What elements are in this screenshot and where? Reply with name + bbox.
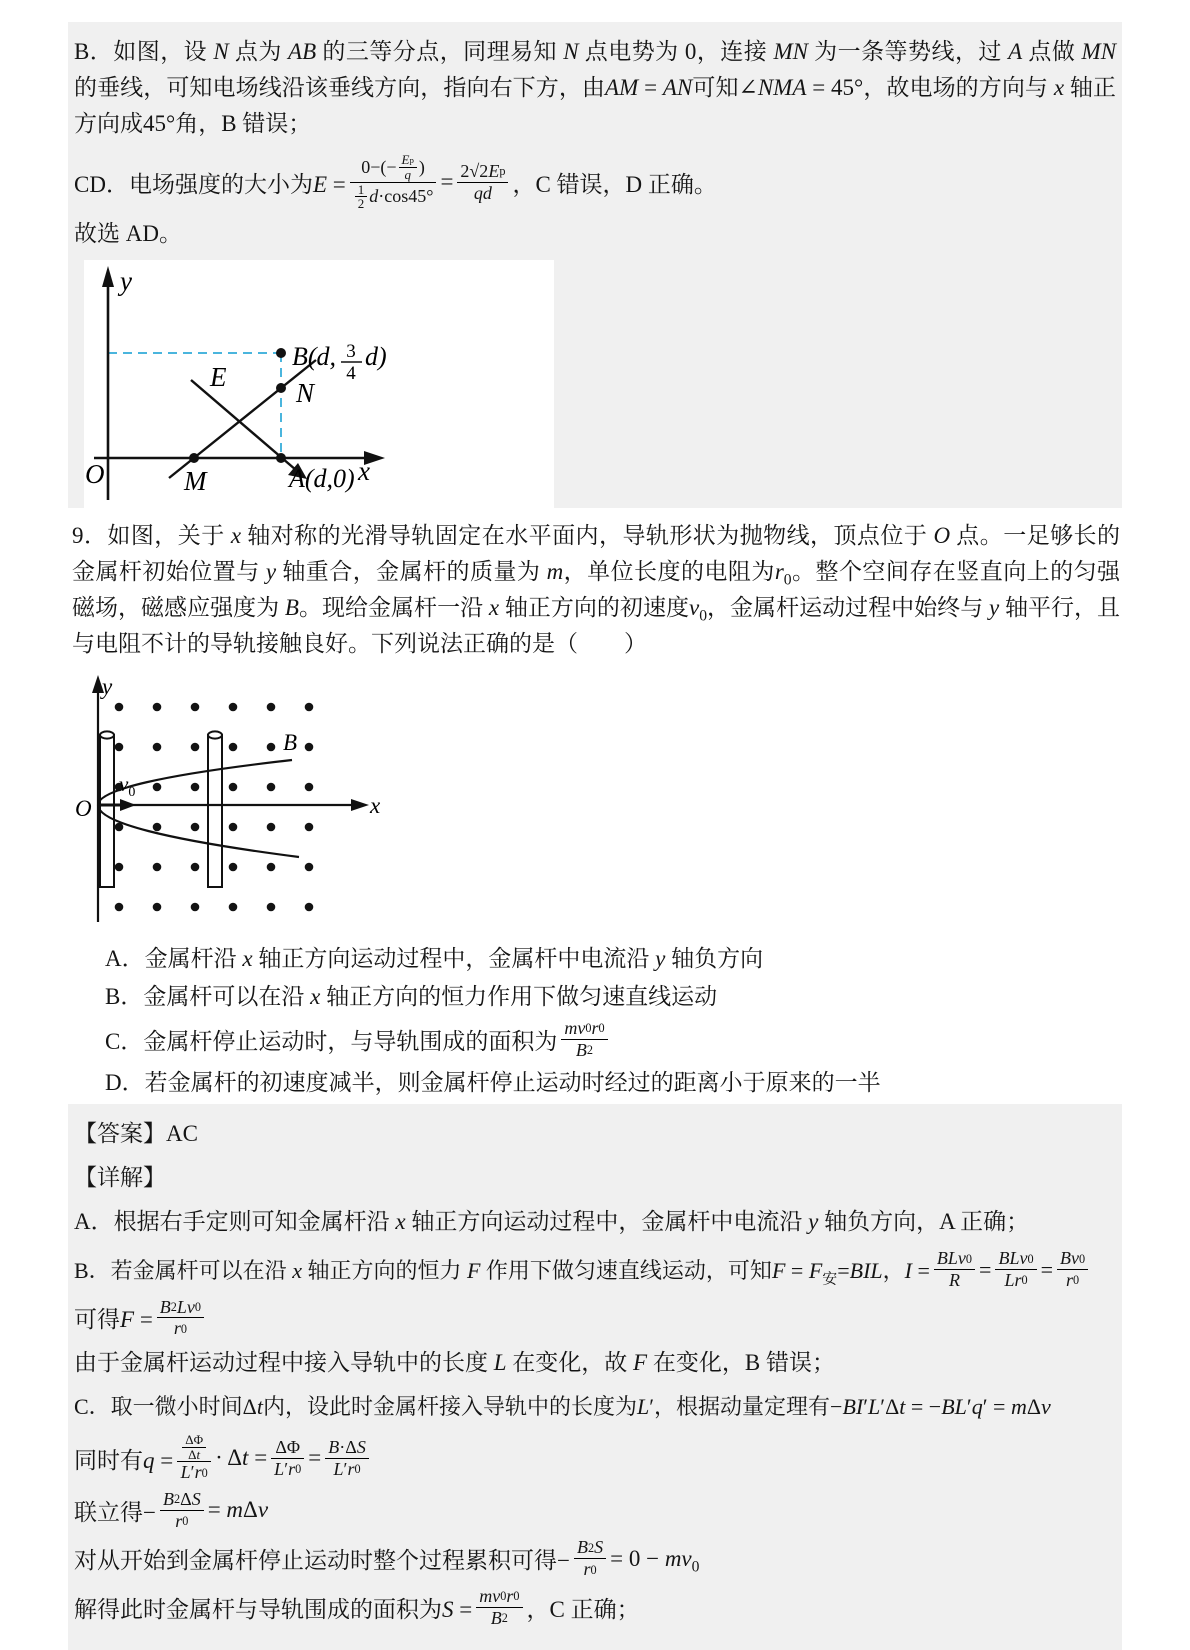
option-c: C．金属杆停止运动时，与导轨围成的面积为 mv 0 r 0 B 2 — [105, 1018, 1120, 1060]
x-axis-label: x — [370, 793, 381, 818]
point-m — [189, 453, 199, 463]
fraction-result: 2√2 E p qd — [457, 161, 508, 203]
detail-line-jiede: 解得此时金属杆与导轨围成的面积为S = mv 0 r 0 B 2 ，C 正确； — [74, 1585, 640, 1628]
x-axis-label: x — [358, 456, 370, 486]
y-axis-label: y — [102, 674, 113, 699]
fraction-ep-q: E p q — [399, 153, 417, 181]
answer-block-prev — [68, 22, 1122, 508]
coordinate-diagram-svg — [84, 260, 554, 508]
origin-label: O — [85, 459, 105, 489]
detail-line-c: C．取一微小时间Δt内，设此时金属杆接入导轨中的长度为L′，根据动量定理有−BI′L′Δt = −BL′q′ = mΔv — [74, 1394, 1051, 1420]
origin-label: O — [75, 796, 92, 821]
formula-piece: CD．电场强度的大小为E = — [74, 171, 346, 197]
detail-line-kede: 可得F = B 2 Lv 0 r 0 — [74, 1297, 1116, 1339]
detail-line-lianli: 联立得− B 2 Δ S r 0 = mΔv — [74, 1489, 269, 1531]
equals-sign: = — [440, 169, 454, 194]
formula-cd — [74, 150, 1116, 214]
question-9 — [0, 508, 1190, 1100]
fraction-field-strength: 0−(− E p q ) $\frac{1}{2}$ d·cos45° — [350, 153, 437, 211]
option-a: A．金属杆沿 x 轴正方向运动过程中，金属杆中电流沿 y 轴负方向 — [105, 946, 764, 971]
option-d: D．若金属杆的初速度减半，则金属杆停止运动时经过的距离小于原来的一半 — [105, 1070, 881, 1096]
b-label-frac-den: 4 — [346, 363, 356, 384]
fraction-one-half: $\frac{1}{2}$ — [355, 183, 368, 211]
figure-magnetic-field-diagram — [72, 670, 392, 930]
metal-rod-later — [208, 731, 222, 887]
point-m-label: M — [184, 466, 207, 496]
y-axis-arrow — [102, 266, 114, 287]
answer-block-9 — [68, 1104, 1122, 1650]
detail-line-tongshi: 同时有q = ΔΦ Δ t L ′ r 0 · Δt = ΔΦ L ′ r 0 = B ·Δ S L ′ r 0 — [74, 1433, 1116, 1483]
formula-piece: ，C 错误，D 正确。 — [512, 171, 717, 197]
svg-text:B(d,: B(d, — [292, 342, 337, 371]
fraction-flux-rate: ΔΦ Δ t — [182, 1433, 206, 1461]
velocity-label: $v_0$ — [119, 772, 136, 800]
detail-line-duicong: 对从开始到金属杆停止运动时整个过程累积可得− B 2 S r 0 = $0 - mv_0$ — [74, 1537, 700, 1580]
svg-text:d): d) — [365, 342, 387, 371]
option-b: B．金属杆可以在沿 x 轴正方向的恒力作用下做匀速直线运动 — [105, 984, 718, 1009]
figure-coordinate-diagram — [84, 260, 554, 508]
point-b — [276, 348, 286, 358]
fraction-area: mv 0 r 0 B 2 — [561, 1018, 607, 1060]
metal-rod-initial — [100, 731, 114, 887]
b-label-frac-num: 3 — [346, 341, 356, 362]
field-b-label: B — [283, 730, 298, 755]
fraction-charge-big: ΔΦ Δ t L ′ r 0 — [177, 1433, 211, 1483]
detail-line-a: A．根据右手定则可知金属杆沿 x 轴正方向运动过程中，金属杆中电流沿 y 轴负方向，A 正确； — [74, 1209, 1030, 1235]
x-axis-arrow — [351, 799, 369, 811]
detail-label: 【详解】 — [74, 1165, 166, 1191]
point-n — [276, 383, 286, 393]
detail-line-b: B．若金属杆可以在沿 x 轴正方向的恒力 F 作用下做匀速直线运动，可知$F = F_安=BIL$，I = BLv 0 R = BLv 0 Lr 0 = Bv 0 r 0 — [74, 1248, 1116, 1290]
y-axis-label: y — [120, 266, 132, 296]
point-n-label: N — [296, 378, 315, 408]
answer-line: 【答案】AC — [74, 1121, 198, 1147]
point-a — [276, 453, 286, 463]
explanation-line-b: B．如图，设 N 点为 AB 的三等分点，同理易知 N 点电势为 0，连接 MN 为一条等势线，过 A 点做 MN 的垂线，可知电场线沿该垂线方向，指向右下方，由AM = AN可知∠NMA = 45°，故电场的方向与 x 轴正方向成45°角，B 错误； — [74, 39, 1117, 136]
question-9-stem: 9．如图，关于 x 轴对称的光滑导轨固定在水平面内，导轨形状为抛物线，顶点位于 O 点。一足够长的金属杆初始位置与 y 轴重合，金属杆的质量为 m，单位长度的电阻为$r_0$。整个空间存在竖直向上的匀强磁场，磁感应强度为 B。现给金属杆一沿 x 轴正方向的初速度$v_0$，金属杆运动过程中始终与 y 轴平行，且与电阻不计的导轨接触良好。下列说法正确的是（ ） — [72, 523, 1121, 656]
conclusion-line: 故选 AD。 — [74, 221, 182, 246]
options-list — [105, 942, 1120, 1100]
point-a-label: A(d,0) — [289, 464, 355, 493]
field-label-e: E — [210, 362, 227, 392]
magnetic-field-svg — [72, 670, 392, 930]
detail-line-youyu: 由于金属杆运动过程中接入导轨中的长度 L 在变化，故 F 在变化，B 错误； — [74, 1350, 835, 1376]
